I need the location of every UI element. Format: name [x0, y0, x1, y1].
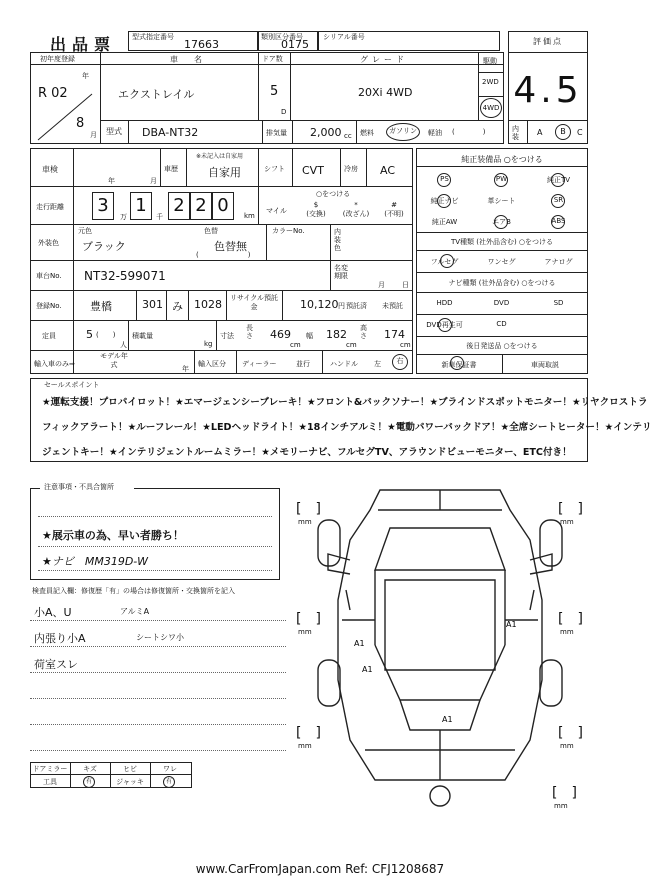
- legend-header: ドアミラー: [32, 765, 68, 773]
- type-number-box: 型式指定番号 17663: [128, 31, 258, 51]
- chassis-number: NT32-599071: [84, 269, 166, 283]
- sheet-title: 出品票: [50, 35, 117, 54]
- reg-area: 豊橋: [90, 300, 112, 313]
- mileage-digit: 3: [92, 192, 114, 220]
- navi-item: DVD: [493, 299, 510, 307]
- damage-mark-2: A1: [354, 639, 365, 648]
- tire-unit: mm: [554, 802, 568, 810]
- navi-item: CD: [496, 320, 507, 328]
- tire-unit: mm: [560, 628, 574, 636]
- inspector-note: 小A、U: [34, 606, 72, 619]
- drive-4wd-selected: 4WD: [480, 98, 502, 118]
- equipment-circle: [551, 173, 565, 187]
- ac-type: AC: [380, 164, 396, 177]
- navi-item: SD: [553, 299, 564, 307]
- exterior-color: ブラック: [82, 240, 126, 253]
- score-value: 4.5: [513, 70, 583, 111]
- equipment-item: 純正ナビ: [430, 197, 459, 205]
- equipment-item: ABS: [551, 217, 566, 225]
- mileage-digit: 2: [190, 192, 212, 220]
- tv-item: アナログ: [544, 258, 573, 266]
- sales-point-line-1: ★運転支援！プロパイロット！★エマージェンシーブレーキ！★フロント&バックソナー！★ブラインドスポットモニター！★リヤクロストラ: [42, 397, 648, 408]
- sales-point-line-2: フィックアラート！★ルーフレール！★LEDヘッドライト！★18インチアルミ！★電動パワーバックドア！★全席シートヒーター！★インテリ: [42, 422, 652, 433]
- tire-unit: mm: [560, 518, 574, 526]
- fuel-gasoline-selected: ガソリン: [386, 123, 420, 141]
- equipment-item: SR: [553, 196, 564, 204]
- color-change: 色替無: [214, 240, 247, 253]
- equipment-circle: [437, 194, 451, 208]
- tire-bracket: [ ]: [296, 501, 321, 517]
- tire-bracket: [ ]: [558, 611, 583, 627]
- height: 174: [384, 328, 405, 341]
- equipment-item: 革シート: [487, 197, 516, 205]
- score-box: 評価点 4.5 内装 A B C: [508, 31, 588, 144]
- equipment-item: エアB: [492, 218, 511, 226]
- interior-grade-selected: B: [555, 124, 571, 140]
- first-reg-year: R 02: [38, 86, 68, 101]
- shift-type: CVT: [302, 164, 324, 177]
- tv-item: フルセグ: [430, 258, 459, 266]
- tv-item: ワンセグ: [487, 258, 516, 266]
- note-line-1: ★展示車の為、早い者勝ち！: [42, 529, 184, 542]
- dotted-line: [30, 672, 286, 673]
- length: 469: [270, 328, 291, 341]
- usage-type: 自家用: [208, 166, 241, 179]
- dotted-line: [30, 724, 286, 725]
- handle-right-selected: 右: [392, 354, 408, 370]
- equipment-circle: [551, 194, 565, 208]
- navi-circle: [438, 318, 452, 332]
- tire-unit: mm: [298, 628, 312, 636]
- navi-item: DVD再生可: [426, 321, 463, 329]
- recycle-amount: 10,120: [300, 298, 339, 311]
- dotted-line: [30, 620, 286, 621]
- reg-number: 1028: [194, 298, 222, 311]
- equipment-item: PS: [440, 175, 449, 183]
- inspector-note: 内張り小A: [34, 632, 86, 645]
- mileage-digit: 0: [212, 192, 234, 220]
- warranty-circle: [450, 356, 464, 370]
- divider: [416, 314, 588, 315]
- inspector-note: 荷室スレ: [34, 658, 78, 671]
- type-number: 17663: [184, 38, 219, 51]
- dotted-line: [30, 698, 286, 699]
- class-number: 0175: [281, 38, 309, 51]
- tire-bracket: [ ]: [552, 785, 577, 801]
- legend-value: 有: [163, 776, 175, 788]
- warranty-book-item: 新車保証書: [441, 361, 477, 369]
- inspector-note-detail: アルミA: [120, 607, 150, 616]
- equipment-circle: [551, 215, 565, 229]
- tire-bracket: [ ]: [558, 501, 583, 517]
- legend-value: ジャッキ: [116, 778, 144, 786]
- tire-bracket: [ ]: [296, 725, 321, 741]
- note-line-2: ★ナビ MM319D-W: [42, 555, 148, 568]
- dotted-line: [30, 646, 286, 647]
- grade: 20Xi 4WD: [358, 86, 413, 99]
- tire-unit: mm: [298, 742, 312, 750]
- door-count: 5: [270, 84, 279, 99]
- capacity: 5: [86, 328, 93, 341]
- legend-value: 有: [83, 776, 95, 788]
- width: 182: [326, 328, 347, 341]
- sales-point-line-3: ジェントキー！★インテリジェントルームミラー！★メモリーナビ、フルセグTV、アラウンドビューモニター、ETC付き！: [42, 447, 572, 458]
- footer-reference: www.CarFromJapan.com Ref: CFJ1208687: [195, 862, 445, 876]
- equipment-circle: [494, 215, 508, 229]
- equipment-item: 純正TV: [546, 176, 571, 184]
- inspector-note-detail: シートシワ小: [136, 633, 184, 642]
- legend-value: 工具: [43, 778, 57, 786]
- legend-header: ヒビ: [123, 765, 137, 773]
- legend-header: ワレ: [163, 765, 177, 773]
- navi-item: HDD: [436, 299, 453, 307]
- tire-bracket: [ ]: [558, 725, 583, 741]
- tire-bracket: [ ]: [296, 611, 321, 627]
- displacement: 2,000: [310, 126, 342, 139]
- diagonal-divider: [32, 92, 98, 142]
- equipment-item: 純正AW: [431, 218, 458, 226]
- car-name: エクストレイル: [118, 88, 195, 101]
- damage-mark-1: A1: [506, 620, 517, 629]
- reg-kana: み: [172, 300, 183, 313]
- equipment-circle: [437, 173, 451, 187]
- tire-unit: mm: [298, 518, 312, 526]
- legend-header: キズ: [83, 765, 97, 773]
- damage-mark-3: A1: [362, 665, 373, 674]
- damage-mark-4: A1: [442, 715, 453, 724]
- tv-circle: [440, 254, 454, 268]
- car-damage-diagram: [290, 470, 590, 810]
- first-reg-month: 8: [76, 116, 85, 131]
- reg-class: 301: [142, 298, 163, 311]
- class-number-box: 類別区分番号 0175: [258, 31, 318, 51]
- dotted-line: [30, 750, 286, 751]
- tire-unit: mm: [560, 742, 574, 750]
- mileage-digit: 2: [168, 192, 190, 220]
- model-code: DBA-NT32: [142, 126, 199, 139]
- equipment-item: PW: [495, 175, 508, 183]
- serial-box: シリアル番号: [318, 31, 500, 51]
- equipment-circle: [494, 173, 508, 187]
- mileage-digit: 1: [130, 192, 152, 220]
